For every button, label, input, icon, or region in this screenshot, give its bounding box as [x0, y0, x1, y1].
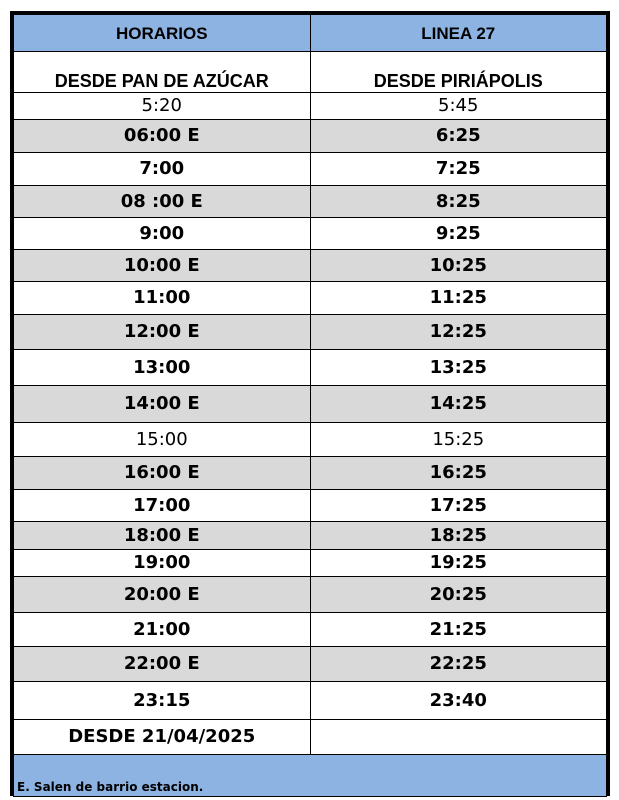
schedule-row: [14, 250, 607, 282]
departure-piriapolis: 11:25: [310, 282, 607, 315]
footnote-row: [14, 755, 607, 797]
since-row: [14, 720, 607, 755]
departure-piriapolis: 13:25: [310, 350, 607, 386]
departure-piriapolis: 18:25: [310, 522, 607, 550]
schedule-row: [14, 457, 607, 490]
departure-piriapolis: 20:25: [310, 577, 607, 613]
departure-piriapolis: 8:25: [310, 186, 607, 218]
departure-piriapolis: 15:25: [310, 423, 607, 457]
departure-pan-de-azucar: 15:00: [14, 423, 311, 457]
schedule-row: [14, 153, 607, 186]
departure-piriapolis: 19:25: [310, 550, 607, 577]
departure-pan-de-azucar: 19:00: [14, 550, 311, 577]
departure-piriapolis: 21:25: [310, 613, 607, 647]
departure-pan-de-azucar: 06:00 E: [14, 120, 311, 153]
departure-piriapolis: 12:25: [310, 315, 607, 350]
departure-pan-de-azucar: 18:00 E: [14, 522, 311, 550]
departure-piriapolis: 17:25: [310, 490, 607, 522]
departure-pan-de-azucar: 16:00 E: [14, 457, 311, 490]
header-row: [14, 15, 607, 52]
schedule-row: [14, 647, 607, 682]
schedule-row: [14, 577, 607, 613]
schedule-row: [14, 386, 607, 423]
since-date: DESDE 21/04/2025: [14, 720, 311, 755]
schedule-row: [14, 350, 607, 386]
departure-piriapolis: 7:25: [310, 153, 607, 186]
departure-pan-de-azucar: 14:00 E: [14, 386, 311, 423]
column-labels-row: [14, 52, 607, 93]
departure-pan-de-azucar: 13:00: [14, 350, 311, 386]
departure-pan-de-azucar: 08 :00 E: [14, 186, 311, 218]
departure-pan-de-azucar: 21:00: [14, 613, 311, 647]
footnote: E. Salen de barrio estacion.: [14, 755, 607, 797]
schedule-row: [14, 93, 607, 120]
schedule-row: [14, 682, 607, 720]
departure-pan-de-azucar: 9:00: [14, 218, 311, 250]
departure-pan-de-azucar: 7:00: [14, 153, 311, 186]
schedule-row: [14, 613, 607, 647]
header-horarios: HORARIOS: [14, 15, 311, 52]
departure-piriapolis: 6:25: [310, 120, 607, 153]
departure-piriapolis: 9:25: [310, 218, 607, 250]
schedule-row: [14, 550, 607, 577]
schedule-sheet: [10, 11, 610, 796]
departure-pan-de-azucar: 23:15: [14, 682, 311, 720]
departure-pan-de-azucar: 12:00 E: [14, 315, 311, 350]
departure-pan-de-azucar: 22:00 E: [14, 647, 311, 682]
departure-piriapolis: 16:25: [310, 457, 607, 490]
schedule-row: [14, 218, 607, 250]
departure-piriapolis: 23:40: [310, 682, 607, 720]
departure-pan-de-azucar: 10:00 E: [14, 250, 311, 282]
schedule-row: [14, 423, 607, 457]
departure-piriapolis: 5:45: [310, 93, 607, 120]
column-label-piriapolis: DESDE PIRIÁPOLIS: [310, 52, 607, 93]
schedule-table: [13, 14, 607, 797]
column-label-pan-de-azucar: DESDE PAN DE AZÚCAR: [14, 52, 311, 93]
header-linea: LINEA 27: [310, 15, 607, 52]
schedule-row: [14, 186, 607, 218]
departure-pan-de-azucar: 20:00 E: [14, 577, 311, 613]
schedule-row: [14, 490, 607, 522]
schedule-row: [14, 120, 607, 153]
schedule-row: [14, 315, 607, 350]
departure-pan-de-azucar: 11:00: [14, 282, 311, 315]
departure-piriapolis: 22:25: [310, 647, 607, 682]
schedule-row: [14, 282, 607, 315]
since-empty-cell: [310, 720, 607, 755]
departure-pan-de-azucar: 17:00: [14, 490, 311, 522]
departure-piriapolis: 14:25: [310, 386, 607, 423]
departure-pan-de-azucar: 5:20: [14, 93, 311, 120]
schedule-row: [14, 522, 607, 550]
departure-piriapolis: 10:25: [310, 250, 607, 282]
